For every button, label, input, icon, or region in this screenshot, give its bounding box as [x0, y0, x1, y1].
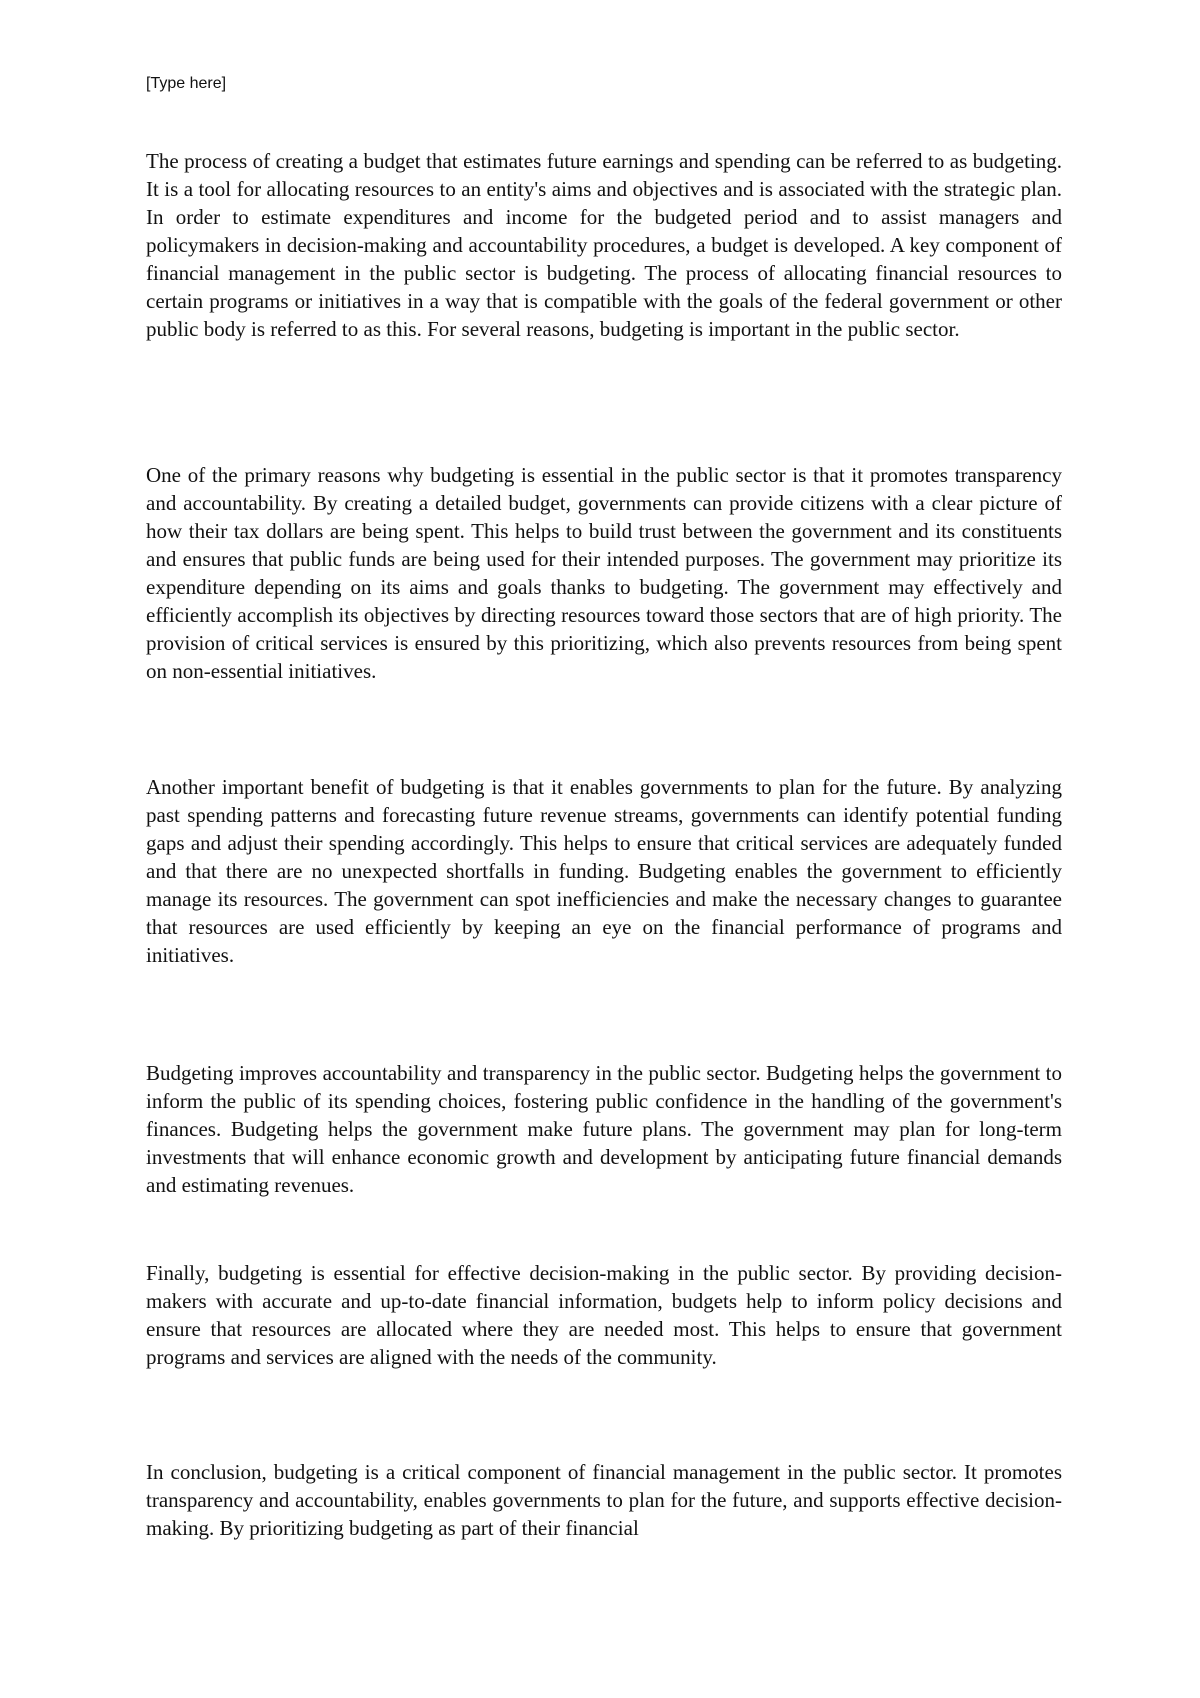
paragraph-conclusion: In conclusion, budgeting is a critical component of financial management in the public sector. It promotes transparency and accountability, enables governments to plan for the future, and supports effective decision-making. By prioritizing budgeting as part of their financial [146, 1460, 1062, 1540]
paragraph-decision-making: Finally, budgeting is essential for effective decision-making in the public sector. By providing decision-makers with accurate and up-to-date financial information, budgets help to inform policy decisions and ensure that resources are allocated where they are needed most. This helps to ensure that government programs and services are aligned with the needs of the community. [146, 1261, 1062, 1369]
paragraph-accountability: Budgeting improves accountability and transparency in the public sector. Budgeting helps the government to inform the public of its spending choices, fostering public confidence in the handling of the government's finances. Budgeting helps the government make future plans. The government may plan for long-term investments that will enhance economic growth and development by anticipating future financial demands and estimating revenues. [146, 1061, 1062, 1197]
paragraph-planning: Another important benefit of budgeting is that it enables governments to plan for the future. By analyzing past spending patterns and forecasting future revenue streams, governments can identify potential funding gaps and adjust their spending accordingly. This helps to ensure that critical services are adequately funded and that there are no unexpected shortfalls in funding. Budgeting enables the government to efficiently manage its resources. The government can spot inefficiencies and make the necessary changes to guarantee that resources are used efficiently by keeping an eye on the financial performance of programs and initiatives. [146, 775, 1062, 967]
page-header: [Type here] [146, 75, 227, 92]
paragraph-transparency: One of the primary reasons why budgeting is essential in the public sector is that it promotes transparency and accountability. By creating a detailed budget, governments can provide citizens with a clear picture of how their tax dollars are being spent. This helps to build trust between the government and its constituents and ensures that public funds are being used for their intended purposes. The government may prioritize its expenditure depending on its aims and goals thanks to budgeting. The government may effectively and efficiently accomplish its objectives by directing resources toward those sectors that are of high priority. The provision of critical services is ensured by this prioritizing, which also prevents resources from being spent on non-essential initiatives. [146, 463, 1062, 683]
paragraph-intro: The process of creating a budget that estimates future earnings and spending can be referred to as budgeting. It is a tool for allocating resources to an entity's aims and objectives and is associated with the strategic plan. In order to estimate expenditures and income for the budgeted period and to assist managers and policymakers in decision-making and accountability procedures, a budget is developed. A key component of financial management in the public sector is budgeting. The process of allocating financial resources to certain programs or initiatives in a way that is compatible with the goals of the federal government or other public body is referred to as this. For several reasons, budgeting is important in the public sector. [146, 149, 1062, 341]
